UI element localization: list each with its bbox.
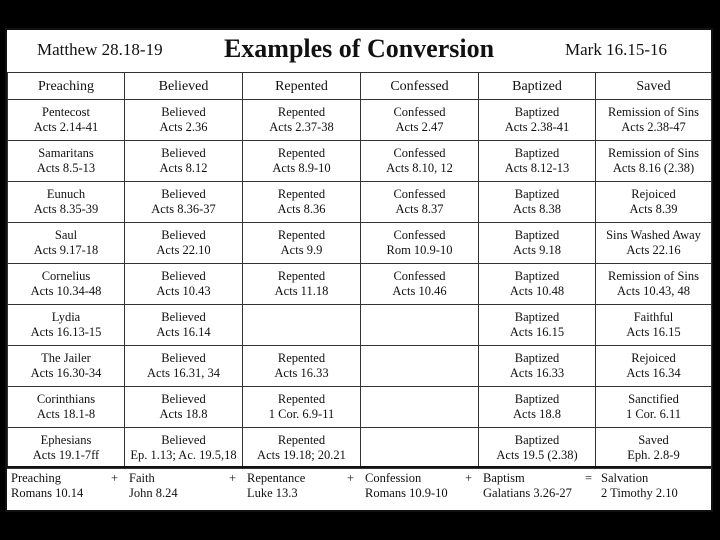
cell-preaching — [8, 428, 125, 469]
cell-believed — [125, 141, 243, 182]
cell-heading: Sanctified — [628, 392, 679, 406]
cell-reference: Acts 9.18 — [513, 243, 561, 257]
cell-heading: Believed — [161, 351, 206, 365]
cell-heading: Repented — [277, 269, 326, 283]
cell-heading: Believed — [161, 105, 206, 119]
footer-item-repentance: Repentance Luke 13.3 — [247, 471, 306, 500]
cell-heading: Believed — [161, 146, 206, 160]
cell-heading: Sins Washed Away — [606, 228, 701, 242]
cell-reference: Acts 8.12-13 — [504, 161, 570, 175]
cell-heading: Rejoiced — [631, 187, 676, 201]
cell-reference: Acts 18.1-8 — [36, 407, 96, 421]
cell-reference: Acts 22.16 — [626, 243, 681, 257]
cell-heading: Repented — [277, 433, 326, 447]
cell-repented — [243, 223, 361, 264]
cell-reference: Acts 16.13-15 — [30, 325, 102, 339]
cell-baptized — [479, 346, 596, 387]
right-scripture-reference: Mark 16.15-16 — [565, 40, 667, 59]
column-header-confessed: Confessed — [361, 73, 479, 100]
cell-reference: Acts 16.15 — [626, 325, 681, 339]
cell-preaching — [8, 387, 125, 428]
cell-reference: Acts 18.8 — [513, 407, 561, 421]
footer-operator: + — [347, 471, 355, 485]
footer-item-faith: Faith John 8.24 — [129, 471, 178, 500]
cell-reference: Acts 16.31, 34 — [147, 366, 220, 380]
table-row — [8, 387, 712, 428]
cell-reference: Acts 10.43 — [156, 284, 211, 298]
cell-baptized — [479, 428, 596, 469]
cell-reference: Acts 8.37 — [395, 202, 444, 216]
cell-heading: Baptized — [514, 146, 560, 160]
cell-heading: Remission of Sins — [608, 146, 699, 160]
conversion-chart-sheet — [5, 28, 713, 512]
cell-heading: Ephesians — [40, 433, 92, 447]
cell-saved — [596, 182, 712, 223]
cell-reference: Acts 19.1-7ff — [32, 448, 100, 462]
cell-reference: Acts 9.9 — [280, 243, 323, 257]
cell-preaching — [8, 346, 125, 387]
table-header-row — [8, 73, 712, 100]
table-row — [8, 428, 712, 469]
page-title: Examples of Conversion — [223, 34, 495, 63]
cell-saved — [596, 387, 712, 428]
cell-heading: Repented — [277, 228, 326, 242]
cell-believed — [125, 223, 243, 264]
cell-heading: Baptized — [514, 228, 560, 242]
cell-preaching — [8, 182, 125, 223]
cell-heading: Baptized — [514, 351, 560, 365]
cell-reference: Acts 22.10 — [156, 243, 211, 257]
cell-repented — [243, 428, 361, 469]
cell-preaching — [8, 264, 125, 305]
cell-heading: Eunuch — [46, 187, 86, 201]
cell-heading: Remission of Sins — [608, 105, 699, 119]
cell-confessed — [361, 223, 479, 264]
cell-reference: Acts 9.17-18 — [33, 243, 99, 257]
cell-repented — [243, 305, 361, 346]
cell-heading: Believed — [161, 310, 206, 324]
cell-reference: Rom 10.9-10 — [386, 243, 453, 257]
cell-repented — [243, 346, 361, 387]
cell-heading: Repented — [277, 187, 326, 201]
footer-item-preaching: Preaching Romans 10.14 — [11, 471, 84, 500]
cell-believed — [125, 305, 243, 346]
cell-reference: Acts 8.9-10 — [272, 161, 331, 175]
cell-believed — [125, 428, 243, 469]
cell-reference: Eph. 2.8-9 — [627, 448, 680, 462]
cell-believed — [125, 387, 243, 428]
cell-confessed — [361, 100, 479, 141]
cell-reference: Acts 8.16 (2.38) — [612, 161, 695, 175]
cell-baptized — [479, 223, 596, 264]
cell-confessed — [361, 346, 479, 387]
cell-reference: Acts 16.34 — [626, 366, 681, 380]
footer-operator: = — [585, 471, 593, 485]
footer-item-confession: Confession Romans 10.9-10 — [365, 471, 448, 500]
cell-heading: Repented — [277, 392, 326, 406]
cell-heading: Saul — [54, 228, 78, 242]
cell-heading: Corinthians — [36, 392, 96, 406]
cell-heading: Confessed — [393, 269, 446, 283]
cell-reference: Acts 16.14 — [156, 325, 211, 339]
cell-heading: Rejoiced — [631, 351, 676, 365]
cell-reference: Acts 16.15 — [509, 325, 565, 339]
cell-confessed — [361, 387, 479, 428]
cell-reference: Acts 8.38 — [513, 202, 561, 216]
cell-reference: Acts 2.38-47 — [621, 120, 686, 134]
cell-confessed — [361, 305, 479, 346]
column-header-repented: Repented — [243, 73, 361, 100]
cell-heading: Believed — [161, 433, 206, 447]
cell-preaching — [8, 100, 125, 141]
cell-saved — [596, 223, 712, 264]
cell-reference: Acts 16.33 — [274, 366, 329, 380]
cell-repented — [243, 141, 361, 182]
cell-reference: Acts 8.10, 12 — [386, 161, 453, 175]
cell-believed — [125, 264, 243, 305]
cell-reference: Acts 2.37-38 — [269, 120, 334, 134]
column-header-preaching: Preaching — [8, 73, 125, 100]
cell-baptized — [479, 387, 596, 428]
cell-preaching — [8, 305, 125, 346]
conversion-table — [7, 72, 712, 469]
cell-heading: Baptized — [514, 105, 560, 119]
cell-reference: Acts 8.5-13 — [36, 161, 96, 175]
column-header-believed: Believed — [125, 73, 243, 100]
column-header-baptized: Baptized — [479, 73, 596, 100]
left-scripture-reference: Matthew 28.18-19 — [37, 40, 163, 59]
cell-heading: Baptized — [514, 433, 560, 447]
cell-heading: Cornelius — [41, 269, 91, 283]
cell-baptized — [479, 305, 596, 346]
cell-confessed — [361, 428, 479, 469]
cell-heading: Confessed — [393, 187, 446, 201]
cell-heading: Baptized — [514, 392, 560, 406]
cell-reference: Acts 8.39 — [629, 202, 678, 216]
cell-repented — [243, 387, 361, 428]
cell-heading: Repented — [277, 351, 326, 365]
cell-reference: Acts 16.30-34 — [30, 366, 102, 380]
cell-heading: Faithful — [633, 310, 674, 324]
cell-heading: The Jailer — [41, 351, 91, 365]
cell-heading: Confessed — [393, 146, 446, 160]
cell-heading: Baptized — [514, 269, 560, 283]
table-row — [8, 182, 712, 223]
cell-repented — [243, 264, 361, 305]
footer-item-salvation: Salvation 2 Timothy 2.10 — [601, 471, 678, 500]
cell-reference: Acts 19.5 (2.38) — [496, 448, 578, 462]
cell-heading: Confessed — [393, 228, 446, 242]
cell-saved — [596, 428, 712, 469]
cell-reference: Acts 8.35-39 — [33, 202, 99, 216]
cell-heading: Saved — [638, 433, 669, 447]
cell-reference: Ep. 1.13; Ac. 19.5,18 — [130, 448, 237, 462]
cell-heading: Repented — [277, 146, 326, 160]
footer-operator: + — [465, 471, 473, 485]
cell-reference: Acts 8.12 — [159, 161, 208, 175]
table-row — [8, 223, 712, 264]
cell-reference: Acts 2.47 — [395, 120, 444, 134]
cell-heading: Pentecost — [42, 105, 90, 119]
footer-operator: + — [229, 471, 237, 485]
table-row — [8, 305, 712, 346]
cell-reference: Acts 10.48 — [509, 284, 565, 298]
cell-saved — [596, 264, 712, 305]
cell-reference: Acts 18.8 — [159, 407, 208, 421]
cell-reference: Acts 11.18 — [274, 284, 329, 298]
cell-baptized — [479, 264, 596, 305]
cell-reference: Acts 10.46 — [392, 284, 447, 298]
cell-heading: Baptized — [514, 187, 560, 201]
cell-heading: Remission of Sins — [608, 269, 699, 283]
cell-confessed — [361, 264, 479, 305]
cell-preaching — [8, 141, 125, 182]
cell-preaching — [8, 223, 125, 264]
table-row — [8, 346, 712, 387]
cell-heading: Lydia — [51, 310, 81, 324]
cell-reference: Acts 2.14-41 — [33, 120, 99, 134]
cell-reference: 1 Cor. 6.11 — [625, 407, 682, 421]
cell-reference: Acts 19.18; 20.21 — [257, 448, 346, 462]
summary-footer — [7, 466, 711, 512]
table-row — [8, 264, 712, 305]
footer-item-baptism: Baptism Galatians 3.26-27 — [483, 471, 572, 500]
cell-reference: Acts 2.36 — [159, 120, 208, 134]
cell-repented — [243, 182, 361, 223]
cell-heading: Confessed — [393, 105, 446, 119]
cell-heading: Samaritans — [38, 146, 94, 160]
cell-heading: Believed — [161, 269, 206, 283]
cell-reference: Acts 10.34-48 — [30, 284, 102, 298]
cell-heading: Repented — [277, 105, 326, 119]
cell-reference: Acts 8.36-37 — [151, 202, 216, 216]
cell-believed — [125, 182, 243, 223]
cell-heading: Believed — [161, 228, 206, 242]
cell-repented — [243, 100, 361, 141]
cell-heading: Believed — [161, 187, 206, 201]
cell-reference: Acts 10.43, 48 — [617, 284, 690, 298]
cell-heading: Believed — [161, 392, 206, 406]
cell-baptized — [479, 182, 596, 223]
cell-saved — [596, 305, 712, 346]
cell-believed — [125, 100, 243, 141]
title-row — [7, 30, 711, 72]
cell-saved — [596, 346, 712, 387]
cell-believed — [125, 346, 243, 387]
cell-confessed — [361, 182, 479, 223]
cell-heading: Baptized — [514, 310, 560, 324]
cell-reference: Acts 8.36 — [277, 202, 326, 216]
cell-saved — [596, 141, 712, 182]
column-header-saved: Saved — [596, 73, 712, 100]
cell-baptized — [479, 141, 596, 182]
cell-confessed — [361, 141, 479, 182]
table-row — [8, 141, 712, 182]
table-row — [8, 100, 712, 141]
cell-baptized — [479, 100, 596, 141]
cell-saved — [596, 100, 712, 141]
cell-reference: Acts 16.33 — [509, 366, 565, 380]
footer-operator: + — [111, 471, 119, 485]
cell-reference: Acts 2.38-41 — [504, 120, 570, 134]
cell-reference: 1 Cor. 6.9-11 — [268, 407, 335, 421]
